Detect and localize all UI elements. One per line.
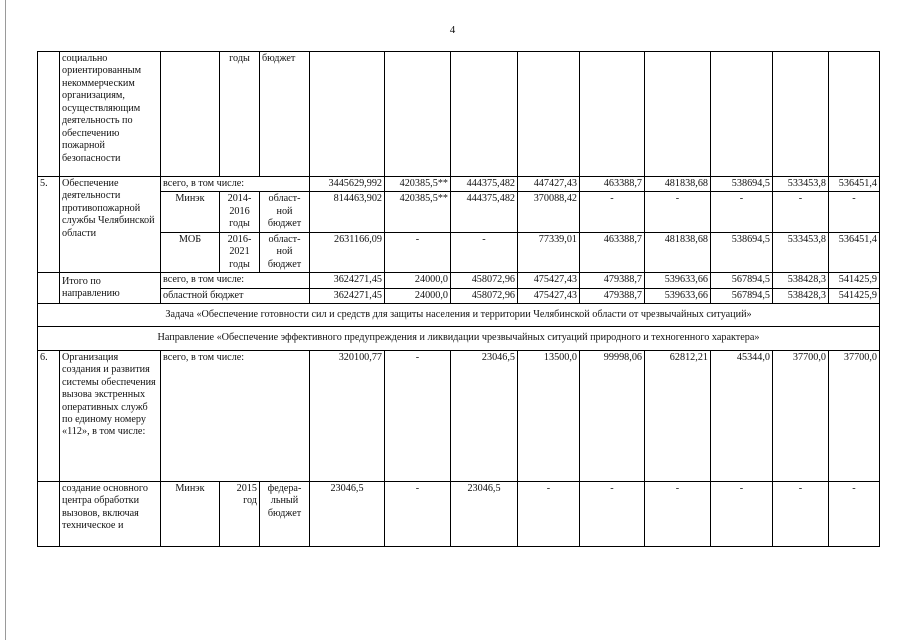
value-cell: - (580, 192, 645, 232)
value-cell: 370088,42 (518, 192, 580, 232)
value-cell: 475427,43 (518, 273, 580, 288)
value-cell: 24000,0 (385, 288, 451, 303)
period-cell: 2014-2016 годы (220, 192, 260, 232)
item-name: социально ориентированным некоммерческим организациям, осуществляющим деятельность по обеспечению пожарной безопасности (60, 52, 161, 177)
value-cell: - (773, 192, 829, 232)
value-cell: - (451, 232, 518, 272)
item-name: создание основного центра обработки вызовов, включая техническое и (60, 481, 161, 546)
value-cell: 814463,902 (310, 192, 385, 232)
page-number: 4 (449, 24, 456, 36)
source-cell: федера-льный бюджет (260, 481, 310, 546)
value-cell: 539633,66 (645, 288, 711, 303)
value-cell: - (645, 192, 711, 232)
row-6-total (38, 350, 880, 481)
oblast-label: областной бюджет (161, 288, 310, 303)
value-cell: 45344,0 (711, 350, 773, 481)
source-cell: област-ной бюджет (260, 232, 310, 272)
value-cell: 77339,01 (518, 232, 580, 272)
period-cell: 2015 год (220, 481, 260, 546)
row-number: 5. (38, 177, 60, 273)
value-cell: 23046,5 (451, 350, 518, 481)
value-cell: 23046,5 (310, 481, 385, 546)
value-cell: 538428,3 (773, 288, 829, 303)
executor-cell: МОБ (161, 232, 220, 272)
total-label: всего, в том числе: (161, 177, 310, 192)
source-cell: бюджет (260, 52, 310, 177)
budget-table (37, 51, 880, 547)
task-heading: Задача «Обеспечение готовности сил и средств для защиты населения и территории Челябинской области от чрезвычайных ситуаций» (38, 303, 880, 326)
total-label: всего, в том числе: (161, 350, 310, 481)
value-cell: 481838,68 (645, 232, 711, 272)
value-cell: 479388,7 (580, 288, 645, 303)
row-5-mob (38, 232, 880, 272)
value-cell: - (385, 232, 451, 272)
scan-edge-line (5, 0, 6, 640)
value-cell: 23046,5 (451, 481, 518, 546)
value-cell: 533453,8 (773, 232, 829, 272)
value-cell: 463388,7 (580, 177, 645, 192)
item-name: Организация создания и развития системы обеспечения вызова экстренных оперативных служб по единому номеру «112», в том числе: (60, 350, 161, 481)
item-name: Итого по направлению (60, 273, 161, 304)
value-cell: 444375,482 (451, 177, 518, 192)
row-task (38, 303, 880, 326)
value-cell: 463388,7 (580, 232, 645, 272)
value-cell: 447427,43 (518, 177, 580, 192)
value-cell: - (385, 481, 451, 546)
value-cell: 3445629,992 (310, 177, 385, 192)
value-cell: 538694,5 (711, 177, 773, 192)
executor-cell: Минэк (161, 192, 220, 232)
value-cell: 3624271,45 (310, 273, 385, 288)
value-cell: - (580, 481, 645, 546)
total-label: всего, в том числе: (161, 273, 310, 288)
row-number: 6. (38, 350, 60, 481)
value-cell: 458072,96 (451, 288, 518, 303)
value-cell: 62812,21 (645, 350, 711, 481)
row-5-total (38, 177, 880, 192)
row-5-minek (38, 192, 880, 232)
value-cell: - (829, 481, 880, 546)
value-cell: - (645, 481, 711, 546)
value-cell: 538428,3 (773, 273, 829, 288)
value-cell: 536451,4 (829, 232, 880, 272)
value-cell: 24000,0 (385, 273, 451, 288)
row-direction (38, 327, 880, 350)
source-cell: област-ной бюджет (260, 192, 310, 232)
value-cell: 320100,77 (310, 350, 385, 481)
value-cell: 2631166,09 (310, 232, 385, 272)
row-itogo-total (38, 273, 880, 288)
value-cell: 37700,0 (773, 350, 829, 481)
value-cell: 481838,68 (645, 177, 711, 192)
value-cell: 541425,9 (829, 288, 880, 303)
value-cell: 420385,5** (385, 177, 451, 192)
value-cell: - (711, 481, 773, 546)
executor-cell: Минэк (161, 481, 220, 546)
value-cell: 475427,43 (518, 288, 580, 303)
item-name: Обеспечение деятельности противопожарной службы Челябинской области (60, 177, 161, 273)
value-cell: 458072,96 (451, 273, 518, 288)
value-cell: - (829, 192, 880, 232)
value-cell: - (773, 481, 829, 546)
direction-heading: Направление «Обеспечение эффективного предупреждения и ликвидации чрезвычайных ситуаций природного и техногенного характера» (38, 327, 880, 350)
value-cell: 444375,482 (451, 192, 518, 232)
value-cell: - (385, 350, 451, 481)
value-cell: 536451,4 (829, 177, 880, 192)
value-cell: 533453,8 (773, 177, 829, 192)
row-6a (38, 481, 880, 546)
period-cell: годы (220, 52, 260, 177)
value-cell: 99998,06 (580, 350, 645, 481)
row-itogo-oblast (38, 288, 880, 303)
row-continuation (38, 52, 880, 177)
value-cell: 13500,0 (518, 350, 580, 481)
value-cell: 538694,5 (711, 232, 773, 272)
period-cell: 2016-2021 годы (220, 232, 260, 272)
value-cell: 567894,5 (711, 288, 773, 303)
value-cell: - (711, 192, 773, 232)
value-cell: - (518, 481, 580, 546)
value-cell: 479388,7 (580, 273, 645, 288)
value-cell: 420385,5** (385, 192, 451, 232)
value-cell: 541425,9 (829, 273, 880, 288)
value-cell: 3624271,45 (310, 288, 385, 303)
value-cell: 539633,66 (645, 273, 711, 288)
value-cell: 37700,0 (829, 350, 880, 481)
value-cell: 567894,5 (711, 273, 773, 288)
